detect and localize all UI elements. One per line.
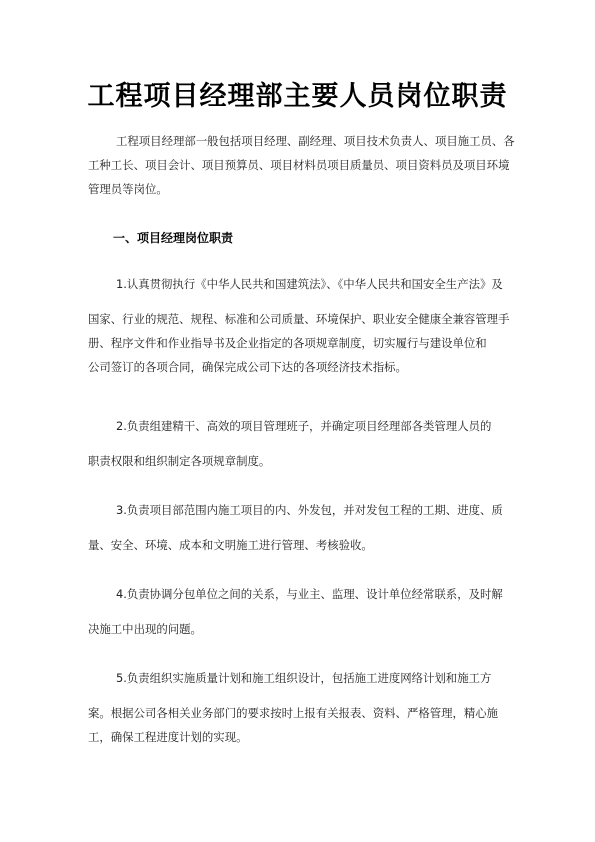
duty-item-2 bbox=[88, 414, 518, 473]
duty-item-1 bbox=[88, 272, 518, 379]
duty-line: 量、安全、环境、成本和文明施工进行管理、考核验收。 bbox=[88, 538, 373, 552]
intro-paragraph bbox=[88, 129, 518, 201]
intro-line: 工程项目经理部一般包括项目经理、副经理、项目技术负责人、项目施工员、各 bbox=[116, 134, 515, 148]
duty-line: 职责权限和组织制定各项规章制度。 bbox=[88, 454, 271, 468]
duty-line: 国家、行业的规范、规程、标准和公司质量、环境保护、职业安全健康全兼容管理手 bbox=[88, 312, 510, 326]
duty-line: 决施工中出现的问题。 bbox=[88, 622, 202, 636]
duty-line: 公司签订的各项合同，确保完成公司下达的各项经济技术指标。 bbox=[88, 360, 407, 374]
duty-line: 案。根据公司各相关业务部门的要求按时上报有关报表、资料、严格管理，精心施 bbox=[88, 706, 499, 720]
section-heading: 一、项目经理岗位职责 bbox=[113, 231, 234, 245]
duty-line: 4.负责协调分包单位之间的关系，与业主、监理、设计单位经常联系，及时解 bbox=[116, 587, 503, 601]
duty-item-5 bbox=[88, 666, 518, 749]
duty-line: 1.认真贯彻执行《中华人民共和国建筑法》、《中华人民共和国安全生产法》及 bbox=[116, 277, 503, 291]
page-title: 工程项目经理部主要人员岗位职责 bbox=[87, 81, 508, 112]
duty-item-4 bbox=[88, 582, 518, 641]
duty-line: 册、程序文件和作业指导书及企业指定的各项规章制度，切实履行与建设单位和 bbox=[88, 336, 487, 350]
intro-line: 管理员等岗位。 bbox=[88, 182, 168, 196]
duty-item-3 bbox=[88, 498, 518, 557]
duty-line: 3.负责项目部范围内施工项目的内、外发包，并对发包工程的工期、进度、质 bbox=[116, 503, 503, 517]
intro-line: 工种工长、项目会计、项目预算员、项目材料员项目质量员、项目资料员及项目环境 bbox=[88, 158, 510, 172]
duty-line: 5.负责组织实施质量计划和施工组织设计，包括施工进度网络计划和施工方 bbox=[116, 671, 492, 685]
duty-line: 工，确保工程进度计划的实现。 bbox=[88, 730, 248, 744]
duty-line: 2.负责组建精干、高效的项目管理班子，并确定项目经理部各类管理人员的 bbox=[116, 419, 492, 433]
